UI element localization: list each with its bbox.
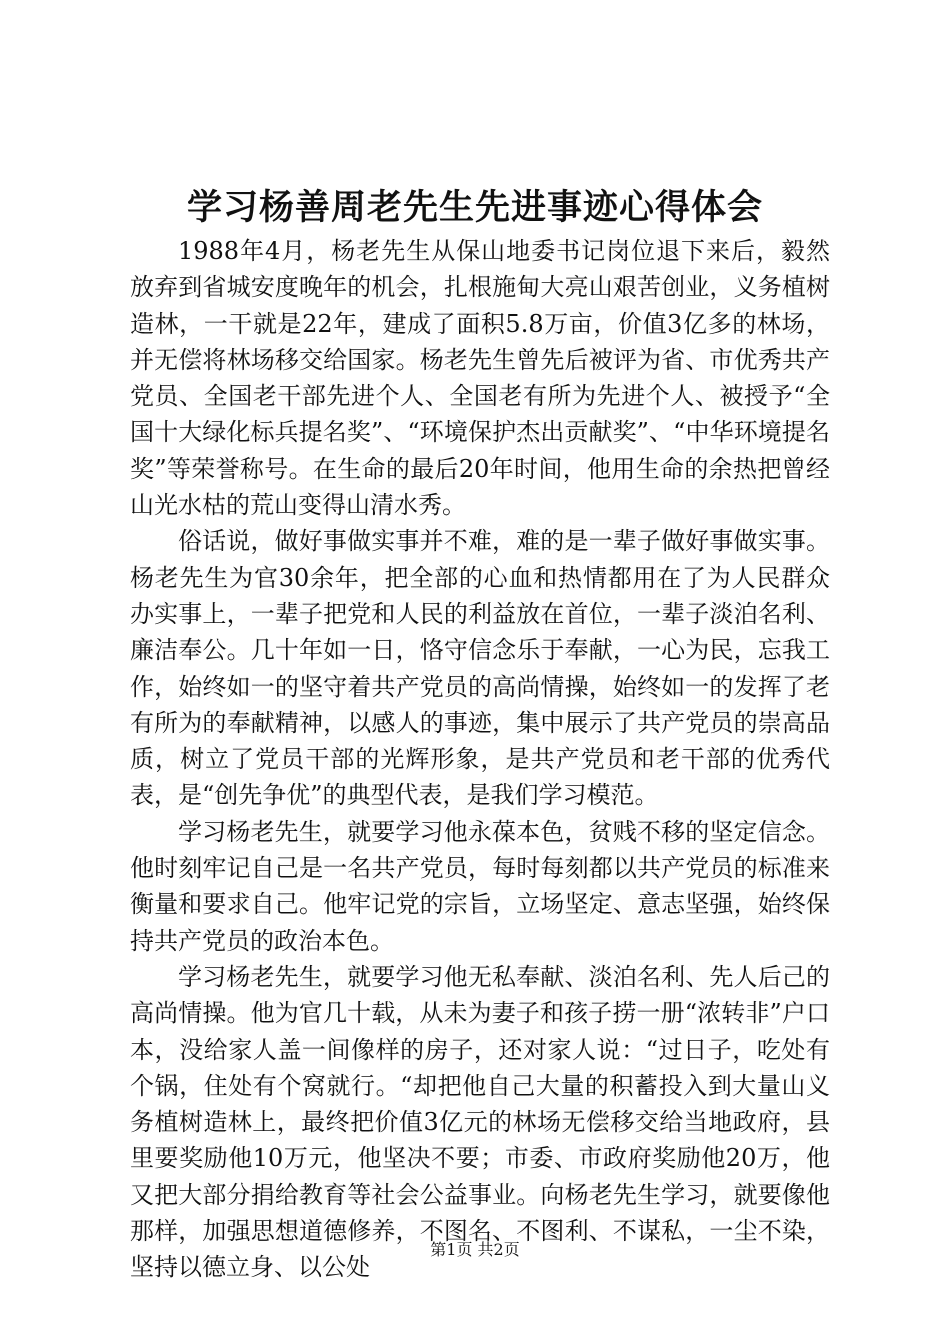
paragraph: 学习杨老先生，就要学习他无私奉献、淡泊名利、先人后己的高尚情操。他为官几十载，从未为妻子和孩子捞一册“浓转非”户口本，没给家人盖一间像样的房子，还对家人说：“过日子，吃处有个锅，住处有个窝就行。“却把他自己大量的积蓄投入到大量山义务植树造林上，最终把价值3亿元的林场无偿移交给当地政府，县里要奖励他10万元，他坚决不要；市委、市政府奖励他20万，他又把大部分捐给教育等社会公益事业。向杨老先生学习，就要像他那样，加强思想道德修养，不图名、不图利、不谋私，一尘不染，坚持以德立身、以公处 bbox=[130, 962, 830, 1282]
document-body bbox=[130, 233, 830, 1286]
page-number: 第1页 共2页 bbox=[430, 1240, 520, 1259]
paragraph: 俗话说，做好事做实事并不难，难的是一辈子做好事做实事。杨老先生为官30余年，把全部的心血和热情都用在了为人民群众办实事上，一辈子把党和人民的利益放在首位，一辈子淡泊名利、廉洁奉公。几十年如一日，恪守信念乐于奉献，一心为民，忘我工作，始终如一的坚守着共产党员的高尚情操，始终如一的发挥了老有所为的奉献精神，以感人的事迹，集中展示了共产党员的崇高品质，树立了党员干部的光辉形象，是共产党员和老干部的优秀代表，是“创先争优”的典型代表，是我们学习模范。 bbox=[130, 527, 830, 810]
paragraph: 学习杨老先生，就要学习他永葆本色，贫贱不移的坚定信念。他时刻牢记自己是一名共产党员，每时每刻都以共产党员的标准来衡量和要求自己。他牢记党的宗旨，立场坚定、意志坚强，始终保持共产党员的政治本色。 bbox=[130, 817, 830, 955]
document-title: 学习杨善周老先生先进事迹心得体会 bbox=[186, 187, 763, 228]
paragraph: 1988年4月，杨老先生从保山地委书记岗位退下来后，毅然放弃到省城安度晚年的机会，扎根施甸大亮山艰苦创业，义务植树造林，一干就是22年，建成了面积5.8万亩，价值3亿多的林场，并无偿将林场移交给国家。杨老先生曾先后被评为省、市优秀共产党员、全国老干部先进个人、全国老有所为先进个人、被授予“全国十大绿化标兵提名奖”、“环境保护杰出贡献奖”、“中华环境提名奖”等荣誉称号。在生命的最后20年时间，他用生命的余热把曾经山光水枯的荒山变得山清水秀。 bbox=[130, 237, 830, 520]
